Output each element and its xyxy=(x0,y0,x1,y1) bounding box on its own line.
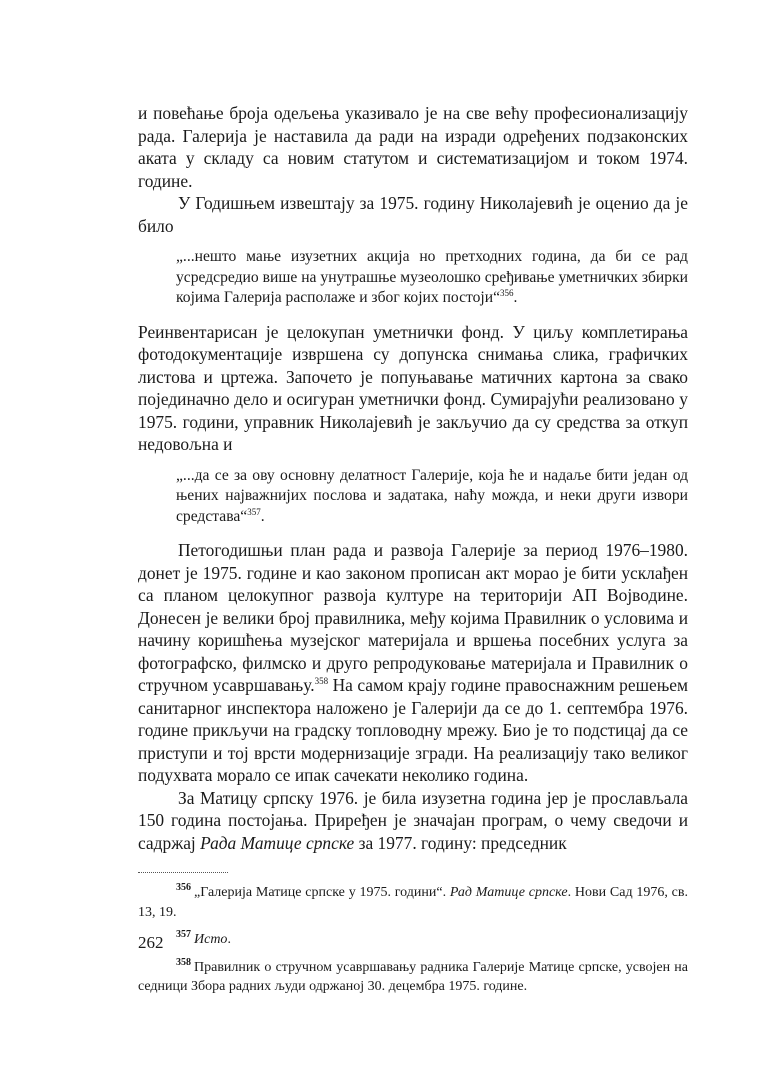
paragraph-1: и повећање броја одељења указивало је на све већу професионализацију рада. Галерија је наставила да ради на изради одређених подзаконских аката у складу са новим статутом и систематизацијом и током 1974. године. xyxy=(138,103,688,191)
paragraph-3: Реинвентарисан је целокупан уметнички фонд. У циљу комплетирања фотодокументације извршена су допунска снимања слика, графичких листова и цртежа. Започето је попуњавање матичних картона за свако појединачно дело и осигуран уметнички фонд. Сумирајући реализовано у 1975. години, управник Николајевић је закључио да су средства за откуп недовољна и xyxy=(138,321,688,454)
footnote-358 xyxy=(138,958,688,997)
quote-1-text: „...нешто мање изузетних акција но претходних година, да би се рад усредсредио више на унутрашње музеолошко сређивање уметничких збирки којима Галерија располаже и због којих постоји“ xyxy=(176,248,688,306)
paragraph-4-part-a: Петогодишњи план рада и развоја Галерије за период 1976–1980. донет је 1975. године и као законом прописан акт морао је бити усклађен са планом целокупног развоја културе на територији АП Војводине. Донесен је велики број правилника, међу којима Правилник о условима и начину коришћења музејског материјала и вршења посебних услуга за фотографско, филмско и друго репродуковање материјала и Правилник о стручном усавршавању. xyxy=(138,540,688,695)
paragraph-4 xyxy=(138,539,688,787)
block-quote-1: „...нешто мање изузетних акција но претходних година, да би се рад усредсредио више на унутрашње музеолошко сређивање уметничких збирки којима Галерија располаже и због којих постоји“$^{356}$. xyxy=(176,248,688,306)
paragraph-5-italic-title: Рада Матице српске xyxy=(200,832,355,853)
footnote-text: „Галерија Матице српске у 1975. години“. xyxy=(194,885,450,900)
footnote-italic: Исто xyxy=(194,932,228,947)
paragraph-4-part-b: На самом крају године правоснажним решењем санитарног инспектора наложено је Галерији да се до 1. септембра 1976. године прикључи на градску топловодну мрежу. Био је то подстицај да се приступи и тој врсти модернизације згради. На реализацију тако великог подухвата морало се ипак сачекати неколико година. xyxy=(138,675,688,785)
footnote-number: 356 xyxy=(176,882,191,894)
paragraph-5-part-b: за 1977. годину: председник xyxy=(354,832,567,853)
footnote-number: 357 xyxy=(176,929,191,941)
footnote-text-end: . xyxy=(227,932,231,947)
footnote-ref-357[interactable]: 357 xyxy=(247,506,261,517)
paragraph-2: У Годишњем извештају за 1975. годину Николајевић је оценио да је било xyxy=(138,193,688,236)
footnote-number: 358 xyxy=(176,956,191,968)
footnote-ref-358[interactable]: 358 xyxy=(314,676,329,687)
footnote-356 xyxy=(138,883,688,922)
footnote-divider xyxy=(138,872,228,883)
footnote-ref-356[interactable]: 356 xyxy=(500,287,514,298)
quote-2-text: „...да се за ову основну делатност Галерије, која ће и надаље бити један од њених најважнијих послова и задатака, наћу можда, и неки други извори средстава“ xyxy=(176,466,688,525)
paragraph-5 xyxy=(138,787,688,855)
page-content xyxy=(138,102,688,1005)
footnote-text-end: . Нови Сад 1976, св. 13, 19. xyxy=(138,885,688,920)
footnote-italic: Рад Матице српске xyxy=(449,885,568,900)
paragraph-5-part-a: За Матицу српску 1976. је била изузетна година јер је прослављала 150 година постојања. Приређен је значајан програм, о чему сведочи и садржај xyxy=(138,787,688,853)
footnote-text: Правилник о стручном усавршавању радника Галерије Матице српске, усвојен на седници Збора радних људи одржаној 30. децембра 1975. године. xyxy=(138,959,688,994)
footnote-357 xyxy=(138,930,688,950)
block-quote-2: „...да се за ову основну делатност Галерије, која ће и надаље бити један од њених најважнијих послова и задатака, наћу можда, и неки други извори средстава“$^{357}$. xyxy=(176,466,688,525)
page-number: 262 xyxy=(138,933,164,952)
